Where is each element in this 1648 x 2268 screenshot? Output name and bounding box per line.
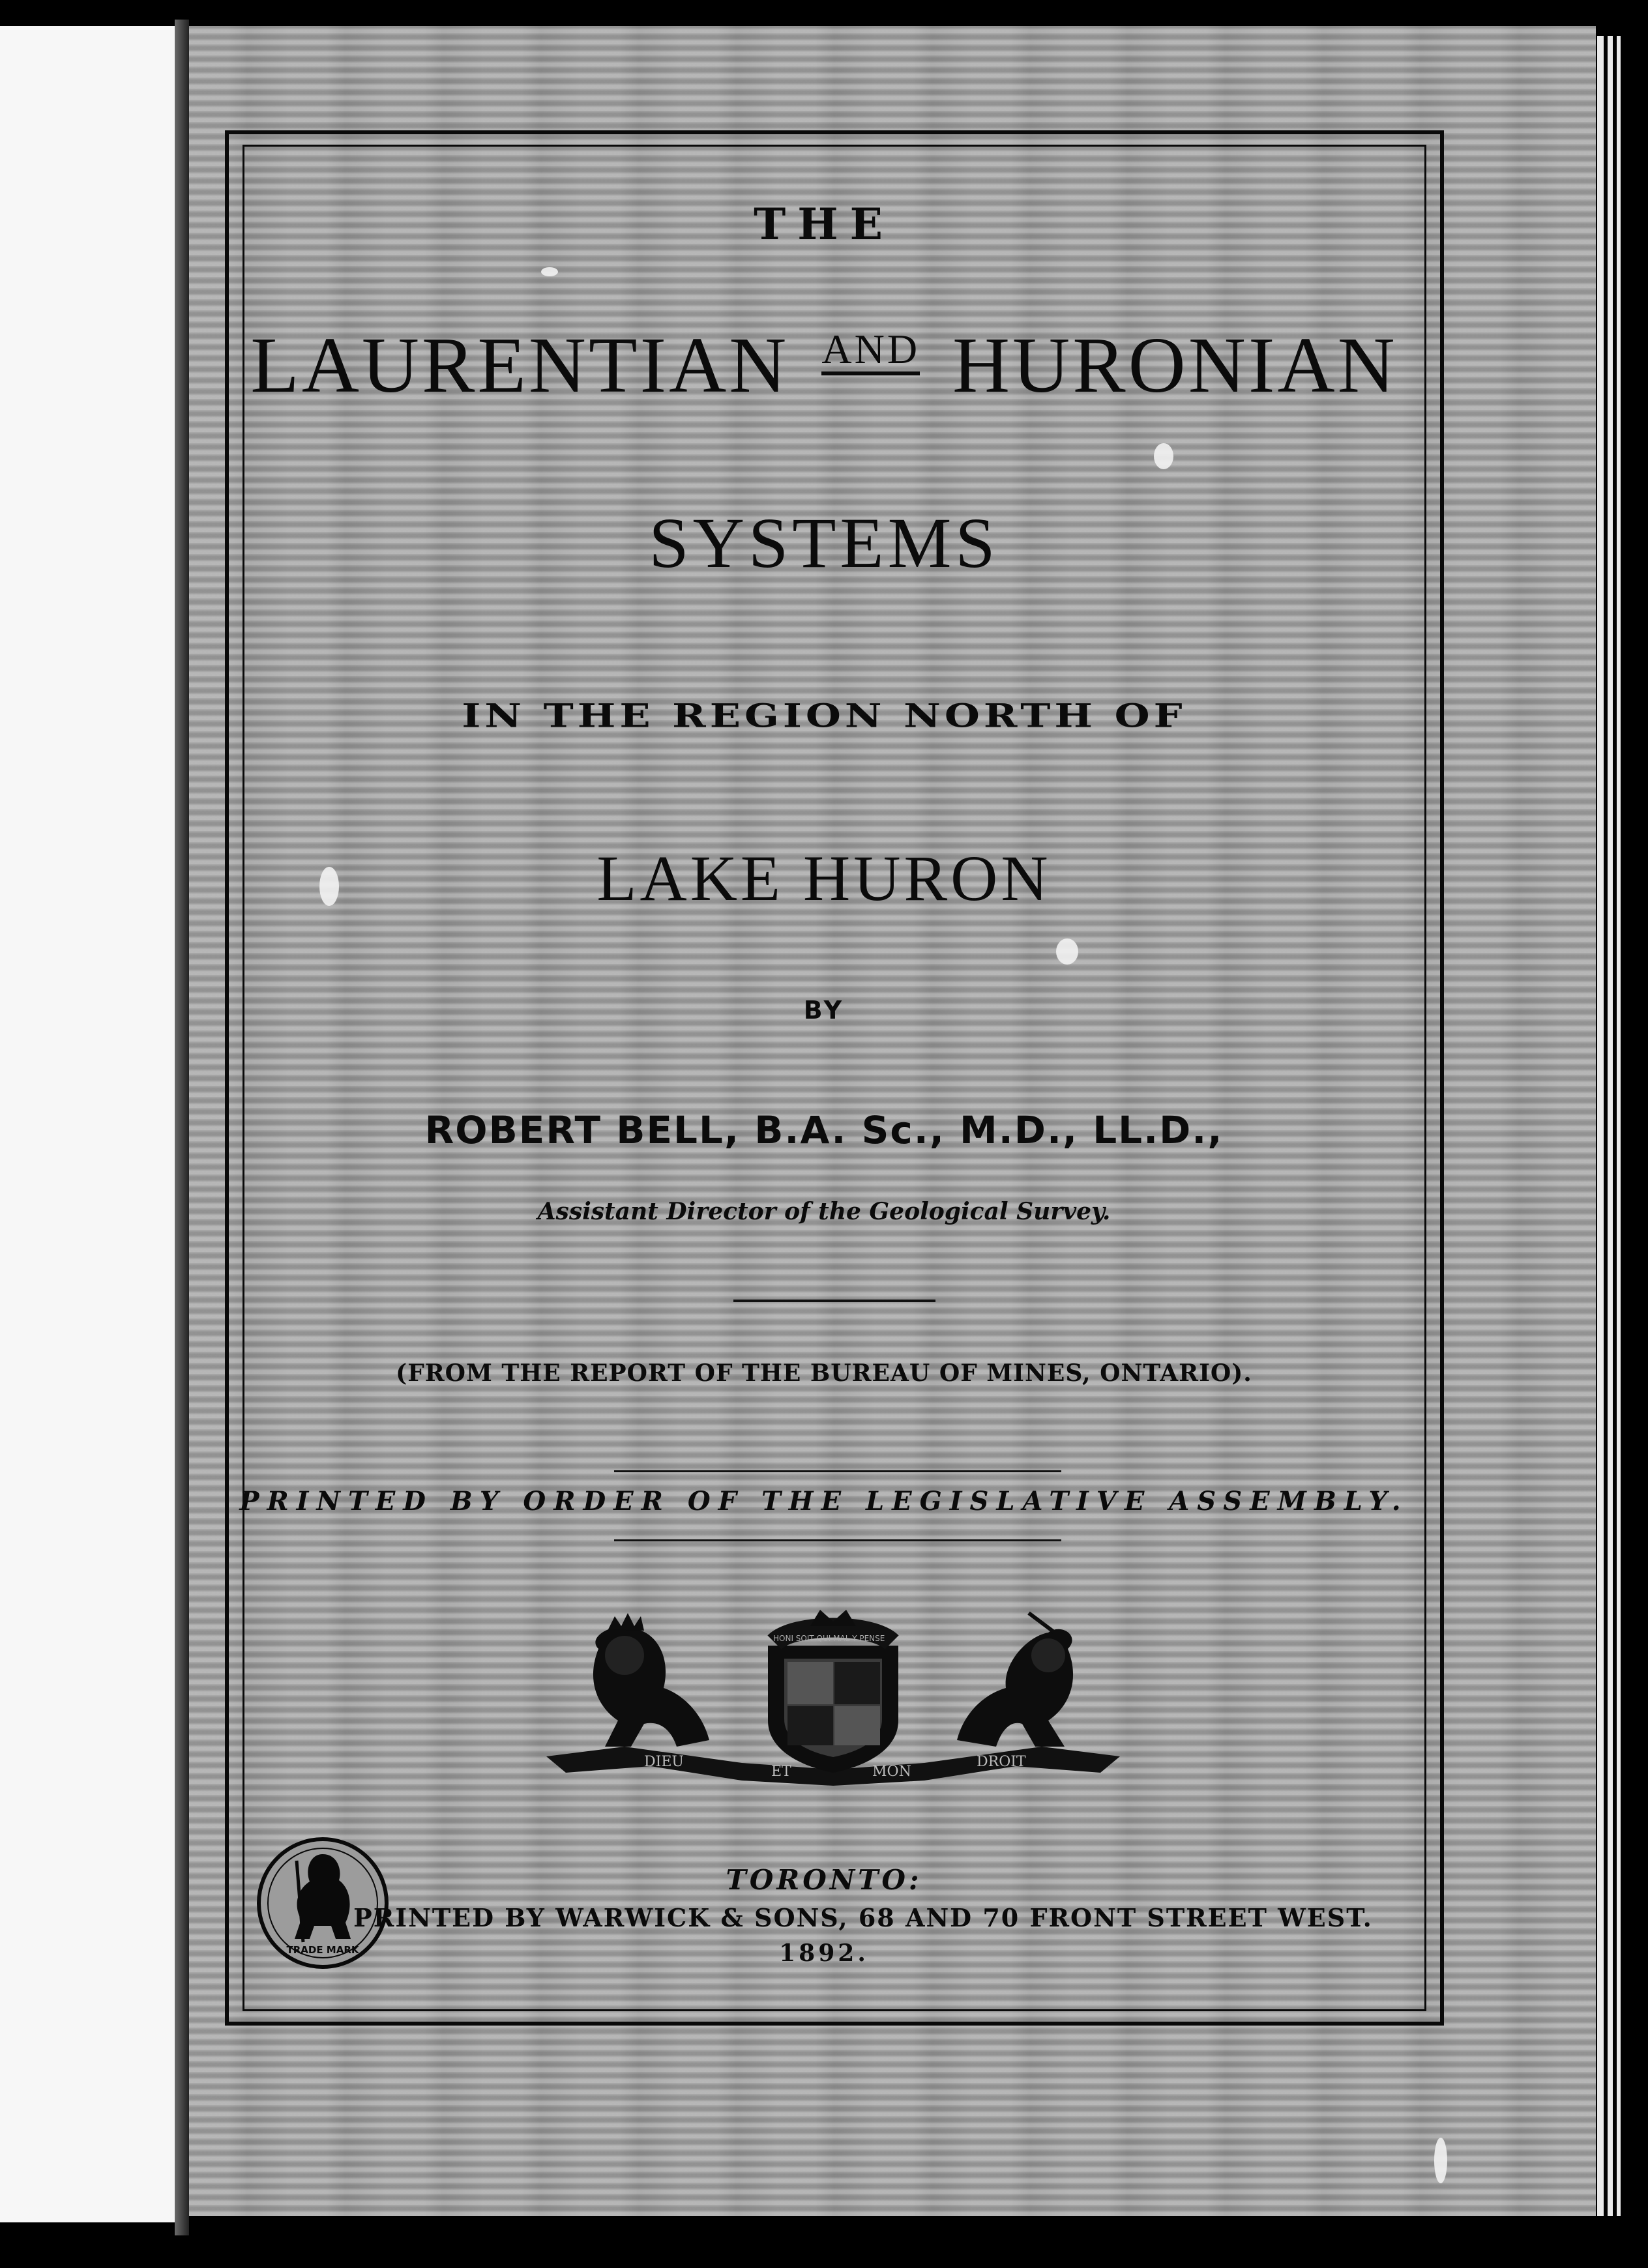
crest-motto-et: ET [771,1764,791,1780]
crest-motto-mon: MON [872,1764,911,1780]
royal-coat-of-arms-icon [546,1610,1120,1792]
imprint-place: TORONTO: [726,1864,922,1896]
title-lake-huron: LAKE HURON [596,842,1052,914]
divider-rule [733,1300,935,1302]
crest-garter: HONI SOIT QUI MAL Y PENSE [773,1634,885,1643]
title-huronian: HURONIAN [952,321,1398,409]
title-systems: SYSTEMS [649,503,999,583]
trademark-label: TRADE MARK [286,1944,359,1956]
divider-rule [614,1470,1061,1472]
divider-rule [614,1539,1061,1541]
source-note: (FROM THE REPORT OF THE BUREAU OF MINES, ONTARIO). [396,1359,1252,1387]
title-and: AND [821,328,920,375]
by-line: BY [803,996,845,1025]
crest-motto-dieu: DIEU [644,1754,684,1770]
title-the: THE [754,199,894,250]
printed-by-order: PRINTED BY ORDER OF THE LEGISLATIVE ASSEMBLY. [239,1486,1409,1517]
author-name: ROBERT BELL, B.A. Sc., M.D., LL.D., [424,1108,1224,1152]
crest-motto-droit: DROIT [977,1754,1026,1770]
imprint-publisher: PRINTED BY WARWICK & SONS, 68 AND 70 FRONT STREET WEST. [353,1903,1373,1932]
author-role: Assistant Director of the Geological Survey. [537,1198,1111,1225]
imprint-year: 1892. [779,1940,869,1967]
main-title [0,321,1648,409]
title-laurentian: LAURENTIAN [250,321,789,409]
subtitle-region: IN THE REGION NORTH OF [462,697,1186,735]
